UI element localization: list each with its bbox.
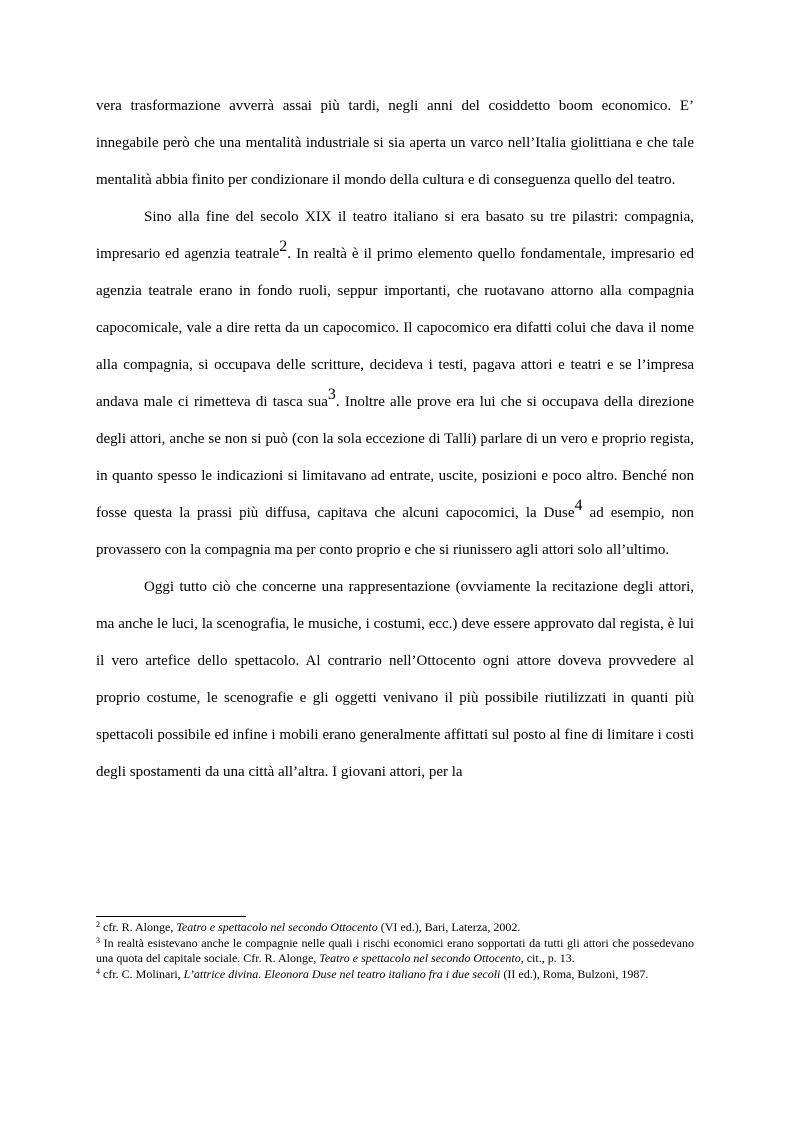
footnote-text: (II ed.), Roma, Bulzoni, 1987. [500,966,649,981]
paragraph-text: . In realtà è il primo elemento quello fondamentale, impresario ed agenzia teatrale erano in fondo ruoli, seppur importanti, che ruotavano attorno alla compagnia capocomicale, vale a dire retta da un capocomico. Il capocomico era difatti colui che dava il nome alla compagnia, si occupava delle scritture, decideva i testi, pagava attori e teatri e se l’impresa andava male ci rimetteva di tasca sua [96,246,694,410]
body-text [96,88,694,791]
paragraph: Oggi tutto ciò che concerne una rappresentazione (ovviamente la recitazione degli attori, ma anche le luci, la scenografia, le musiche, i costumi, ecc.) deve essere approvato dal regista, è lui il vero artefice dello spettacolo. Al contrario nell’Ottocento ogni attore doveva provvedere al proprio costume, le scenografie e gli oggetti venivano il più possibile riutilizzati in quanti più spettacoli possibile ed infine i mobili erano generalmente affittati sul posto al fine di limitare i costi degli spostamenti da una città all’altra. I giovani attori, per la [96,579,694,780]
footnote-title: Teatro e spettacolo nel secondo Ottocento [319,951,521,965]
paragraph-text: ad esempio, non provassero con la compagnia ma per conto proprio e che si riunissero agli attori solo all’ultimo. [96,505,694,558]
footnote-title: Teatro e spettacolo nel secondo Ottocento [176,920,378,934]
paragraph: vera trasformazione avverrà assai più tardi, negli anni del cosiddetto boom economico. E’ innegabile però che una mentalità industriale si sia aperta un varco nell’Italia giolittiana e che tale mentalità abbia finito per condizionare il mondo della cultura e di conseguenza quello del teatro. [96,98,694,188]
footnote-reference[interactable]: 2 [279,238,288,255]
paragraph [96,199,694,569]
footnote-text: , cit., p. 13. [520,951,575,965]
footnote-reference[interactable]: 3 [327,386,336,403]
paragraph-text: . Inoltre alle prove era lui che si occupava della direzione degli attori, anche se non si può (con la sola eccezione di Talli) parlare di un vero e proprio regista, in quanto spesso le indicazioni si limitavano ad entrate, uscite, posizioni e poco altro. Benché non fosse questa la prassi più diffusa, capitava che alcuni capocomici, la Duse [96,394,694,521]
footnote-text: cfr. R. Alonge, [100,920,177,934]
paragraph-text: Sino alla fine del secolo XIX il teatro italiano si era basato su tre pilastri: compagnia, impresario ed agenzia teatrale [96,209,694,262]
footnote-reference[interactable]: 4 [574,497,583,514]
footnote-text: cfr. C. Molinari, [100,966,184,981]
footnote-number: 4 [96,966,100,976]
footnote-title: L’attrice divina. Eleonora Duse nel teatro italiano fra i due secoli [183,966,501,981]
footnote-number: 3 [96,935,100,945]
footnote-text: (VI ed.), Bari, Laterza, 2002. [377,920,521,934]
footnote [96,967,694,983]
footnote-number: 2 [96,920,100,929]
footnote [96,920,694,936]
footnote-text: In realtà esistevano anche le compagnie nelle quali i rischi economici erano sopportati da tutti gli attori che possedevano una quota del capitale sociale. Cfr. R. Alonge, [96,935,694,965]
footnote [96,936,694,967]
footnotes [96,920,694,982]
footnote-separator [96,916,246,917]
